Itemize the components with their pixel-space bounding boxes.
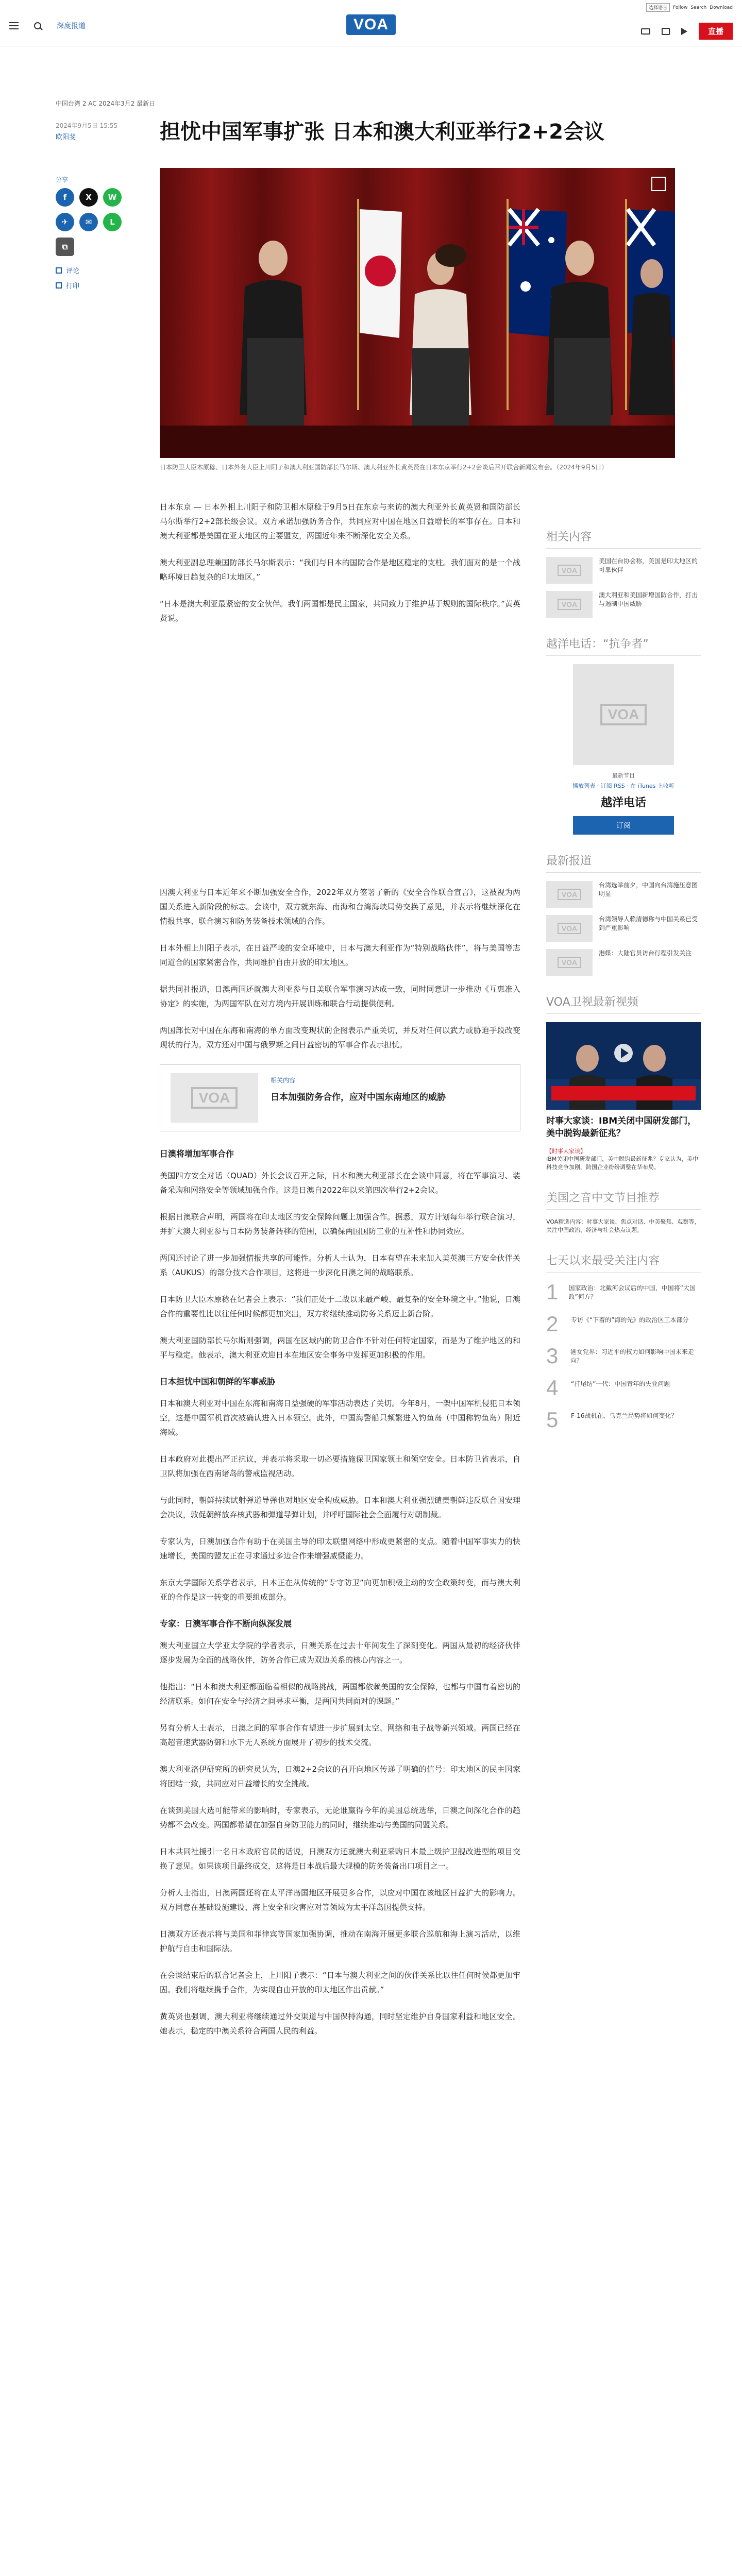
hero-photo[interactable] — [160, 168, 675, 458]
nav-link-in-depth[interactable]: 深度报道 — [57, 22, 86, 30]
comment-icon — [56, 267, 62, 274]
paragraph: 美国四方安全对话（QUAD）外长会议召开之际，日本和澳大利亚部长在会谈中同意，将在军事演习、装备采购和网络安全等领域加强合作。这是日澳自2022年以来第四次举行2+2会议。 — [160, 1171, 520, 1195]
tv-icon[interactable] — [641, 28, 650, 35]
list-item-title: 台湾领导人赖清德称与中国关系已受到严重影响 — [599, 916, 698, 931]
whatsapp-share-button[interactable]: W — [103, 188, 122, 207]
paragraph: 东京大学国际关系学者表示，日本正在从传统的“专守防卫”向更加积极主动的安全政策转变，而与澳大利亚的合作是这一转变的重要组成部分。 — [160, 1578, 520, 1602]
language-select[interactable]: 选择语言 — [646, 3, 670, 12]
sidebar-picks — [546, 1189, 701, 1234]
list-item[interactable] — [546, 949, 701, 976]
share-label: 分享 — [56, 176, 69, 183]
list-item[interactable] — [546, 1377, 701, 1399]
list-item[interactable] — [546, 557, 701, 584]
publish-date: 2024年9月5日 15:55 — [56, 122, 118, 129]
video-thumbnail[interactable] — [546, 1022, 701, 1110]
sidebar-heading: 相关内容 — [546, 528, 701, 549]
paragraph: 日本防卫大臣木原稔在记者会上表示：“我们正处于二战以来最严峻、最复杂的安全环境之中。”他说，日澳合作的重要性比以往任何时候都更加突出，双方将继续推动防务关系迈上新台阶。 — [160, 1295, 520, 1318]
sidebar-latest — [546, 852, 701, 976]
paragraph: 另有分析人士表示，日澳之间的军事合作有望进一步扩展到太空、网络和电子战等新兴领域。两国已经在高超音速武器防御和水下无人系统方面展开了初步的技术交流。 — [160, 1723, 520, 1747]
telegram-share-button[interactable]: ✈ — [56, 213, 74, 231]
related-label: 相关内容 — [271, 1077, 296, 1084]
voa-logo-mark: VOA — [558, 889, 581, 900]
sidebar — [546, 528, 701, 1449]
author-link[interactable]: 欧阳斐 — [56, 133, 76, 141]
video-feature-text: IBM关闭中国研发部门，美中脱钩最新征兆？专家认为，美中科技竞争加剧，跨国企业纷纷调整在华布局。 — [546, 1156, 699, 1171]
top-left-controls — [9, 21, 86, 31]
paragraph: 分析人士指出，日澳两国还将在太平洋岛国地区开展更多合作，以应对中国在该地区日益扩大的影响力。双方同意在基础设施建设、海上安全和灾害应对等领域为太平洋岛国提供支持。 — [160, 1888, 520, 1912]
podcast-cover[interactable] — [573, 664, 674, 765]
paragraph: 专家认为，日澳加强合作有助于在美国主导的印太联盟网络中形成更紧密的支点。随着中国军事实力的快速增长，美国的盟友正在寻求通过多边合作来增强威慑能力。 — [160, 1537, 520, 1561]
paragraph: 日本和澳大利亚对中国在东海和南海日益强硬的军事活动表达了关切。今年8月，一架中国军机侵犯日本领空，这是中国军机首次被确认进入日本领空。此外，中国海警船只频繁进入钓鱼岛（中国称钓鱼岛）附近海域。 — [160, 1399, 520, 1437]
print-link[interactable]: 打印 — [56, 280, 128, 290]
sidebar-video — [546, 993, 701, 1172]
thumbnail — [546, 915, 593, 942]
list-item-title: 国家政治：北戴河会议后的中国，中国将“大国政”何方？ — [568, 1284, 696, 1300]
thumbnail — [546, 949, 593, 976]
podcast-card — [546, 664, 701, 835]
list-item[interactable] — [546, 915, 701, 942]
paragraph: 日本共同社援引一名日本政府官员的话说，日澳双方还就澳大利亚采购日本最上级护卫舰改进型的项目交换了意见。如果该项目最终成交，这将是日本战后最大规模的防务装备出口项目之一。 — [160, 1847, 520, 1871]
paragraph: 日本东京 — 日本外相上川阳子和防卫相木原稔于9月5日在东京与来访的澳大利亚外长黄英贤和国防部长马尔斯举行2+2部长级会议。双方承诺加强防务合作，共同应对中国在地区日益增长的军事存在。日本和澳大利亚都是美国在亚太地区的主要盟友，两国近年来不断深化安全关系。 — [160, 502, 520, 540]
video-still — [546, 1022, 701, 1110]
search-icon[interactable] — [34, 22, 41, 29]
list-item[interactable] — [546, 1345, 701, 1367]
top-bar — [0, 0, 742, 46]
email-share-button[interactable]: ✉ — [79, 213, 98, 231]
sidebar-heading: 七天以来最受关注内容 — [546, 1252, 701, 1273]
related-title[interactable]: 日本加强防务合作，应对中国东南地区的威胁 — [271, 1092, 446, 1103]
podcast-links[interactable]: 播放列表 · 订阅 RSS · 在 iTunes 上收听 — [572, 783, 674, 789]
top-link-follow[interactable]: Follow — [673, 5, 688, 10]
share-aux-links — [56, 265, 128, 290]
top-link-download[interactable]: Download — [710, 5, 733, 10]
press-conference-image — [160, 168, 675, 458]
list-item-title: 专访《“下着的”海的先》的政治区工本部分 — [571, 1316, 689, 1324]
paragraph: 两国部长对中国在东海和南海的单方面改变现状的企图表示严重关切，并反对任何以武力或胁迫手段改变现状的行为。双方还对中国与俄罗斯之间日益密切的军事合作表示担忧。 — [160, 1026, 520, 1049]
sidebar-heading: VOA卫视最新视频 — [546, 993, 701, 1014]
paragraph: 根据日澳联合声明，两国将在印太地区的安全保障问题上加强合作。据悉，双方计划每年举行联合演习，并扩大澳大利亚参与日本防务装备转移的范围，以确保两国国防工业的互补性和协同效应。 — [160, 1212, 520, 1236]
play-icon[interactable] — [681, 28, 687, 35]
list-item-title: “打尾结”一代：中国青年的失业问题 — [571, 1380, 670, 1387]
breadcrumb[interactable]: 中国台湾 2 AC 2024年3月2 最新日 — [56, 100, 156, 107]
video-feature-label: 【时事大家谈】 — [546, 1148, 586, 1155]
podcast-title: 越洋电话 — [600, 796, 646, 809]
top-right-links — [646, 3, 733, 12]
paragraph: 因澳大利亚与日本近年来不断加强安全合作，2022年双方签署了新的《安全合作联合宣言》，这被视为两国关系进入新阶段的标志。会谈中，双方就东海、南海和台湾海峡局势交换了意见，并表示将继续深化在情报共享、联合演习和防务装备技术领域的合作。 — [160, 888, 520, 926]
related-text — [271, 1073, 446, 1123]
menu-icon[interactable] — [9, 22, 19, 29]
paragraph: 在谈到美国大选可能带来的影响时，专家表示，无论谁赢得今年的美国总统选举，日澳之间深化合作的趋势都不会改变。两国都希望在加强自身防卫能力的同时，继续推动与美国的同盟关系。 — [160, 1806, 520, 1829]
paragraph: 日本政府对此提出严正抗议，并表示将采取一切必要措施保卫国家领土和领空安全。日本防卫省表示，自卫队将加强在西南诸岛的警戒监视活动。 — [160, 1454, 520, 1478]
facebook-share-button[interactable]: f — [56, 188, 74, 207]
sidebar-related — [546, 528, 701, 618]
sidebar-podcast — [546, 635, 701, 835]
voa-logo-mark: VOA — [558, 565, 581, 576]
radio-icon[interactable] — [662, 28, 670, 35]
list-item-title: 港女党界：习近平的权力如何影响中国未来走向？ — [570, 1348, 694, 1364]
video-title[interactable]: 时事大家谈：IBM关闭中国研发部门，美中脱钩最新征兆？ — [546, 1116, 697, 1139]
voa-logo-mark: VOA — [558, 957, 581, 968]
paragraph: 澳大利亚国防部长马尔斯则强调，两国在区域内的防卫合作不针对任何特定国家，而是为了维护地区的和平与稳定。他表示，澳大利亚欢迎日本在地区安全事务中发挥更加积极的作用。 — [160, 1336, 520, 1360]
section-heading: 日澳将增加军事合作 — [160, 1149, 234, 1159]
rank-number: 1 — [546, 1280, 559, 1304]
rank-number: 5 — [546, 1408, 559, 1432]
section-heading: 日本担忧中国和朝鲜的军事威胁 — [160, 1377, 276, 1386]
print-icon — [56, 282, 62, 289]
related-thumbnail — [171, 1073, 258, 1123]
list-item-title: 澳大利亚和美国新增国防合作，打击与遏制中国威胁 — [599, 591, 698, 607]
voa-logo[interactable]: VOA — [346, 14, 396, 35]
list-item[interactable] — [546, 881, 701, 908]
sidebar-heading: 美国之音中文节目推荐 — [546, 1189, 701, 1210]
list-item-title: F-16战机在，乌克兰局势将如何变化？ — [571, 1412, 678, 1419]
comment-link[interactable]: 评论 — [56, 265, 128, 275]
sidebar-most-read — [546, 1252, 701, 1431]
picks-text[interactable]: VOA精选内容：时事大家谈、焦点对话、中美聚焦、观察等，关注中国政治、经济与社会热点议题。 — [546, 1218, 700, 1233]
paragraph: 与此同时，朝鲜持续试射弹道导弹也对地区安全构成威胁。日本和澳大利亚强烈谴责朝鲜违反联合国安理会决议，敦促朝鲜放弃核武器和弹道导弹计划，并呼吁国际社会全面履行对朝制裁。 — [160, 1496, 520, 1519]
rank-number: 2 — [546, 1312, 559, 1336]
related-article-box[interactable] — [160, 1064, 520, 1131]
thumbnail — [546, 881, 593, 908]
sidebar-heading: 最新报道 — [546, 852, 701, 873]
subscribe-button[interactable]: 订阅 — [573, 816, 674, 835]
voa-logo-mark: VOA — [600, 704, 647, 725]
podcast-label: 最新节目 — [612, 772, 635, 779]
paragraph: 在会谈结束后的联合记者会上，上川阳子表示：“日本与澳大利亚之间的伙伴关系比以往任何时候都更加牢固。我们将继续携手合作，为实现自由开放的印太地区作出贡献。” — [160, 1971, 520, 1994]
share-panel — [56, 175, 128, 295]
thumbnail — [546, 557, 593, 584]
article-body — [160, 500, 520, 2050]
list-item[interactable] — [546, 1313, 701, 1335]
list-item[interactable] — [546, 1409, 701, 1431]
line-share-button[interactable]: L — [103, 213, 122, 231]
live-button[interactable]: 直播 — [699, 23, 733, 40]
top-link-search[interactable]: Search — [690, 5, 707, 10]
paragraph: 日本外相上川阳子表示，在日益严峻的安全环境中，日本与澳大利亚作为“特别战略伙伴”，将与美国等志同道合的国家紧密合作，共同维护自由开放的印太地区。 — [160, 943, 520, 967]
voa-logo-mark: VOA — [558, 599, 581, 610]
paragraph: 据共同社报道，日澳两国还就澳大利亚参与日美联合军事演习达成一致，同时同意进一步推动《互惠准入协定》的实施，为两国军队在对方境内开展训练和联合行动提供便利。 — [160, 985, 520, 1008]
list-item[interactable] — [546, 591, 701, 618]
x-share-button[interactable]: X — [79, 188, 98, 207]
paragraph: 日澳双方还表示将与美国和菲律宾等国家加强协调，推动在南海开展更多联合巡航和海上演习活动，以维护航行自由和国际法。 — [160, 1929, 520, 1953]
media-controls — [641, 23, 733, 40]
section-heading: 专家：日澳军事合作不断向纵深发展 — [160, 1619, 292, 1629]
photo-caption: 日本防卫大臣木原稔、日本外务大臣上川阳子和澳大利亚国防部长马尔斯、澳大利亚外长黄英贤在日本东京举行2+2会谈后召开联合新闻发布会。（2024年9月5日） — [160, 464, 608, 471]
list-item-title: 美国在台协会称，美国是印太地区的可靠伙伴 — [599, 557, 698, 573]
voa-logo-mark: VOA — [558, 923, 581, 934]
copy-link-button[interactable]: ⧉ — [56, 238, 74, 256]
rank-number: 4 — [546, 1376, 559, 1400]
page-title: 担忧中国军事扩张 日本和澳大利亚举行2+2会议 — [160, 120, 605, 144]
ad-spacer — [160, 638, 520, 885]
paragraph: 他指出：“日本和澳大利亚都面临着相似的战略挑战，两国都依赖美国的安全保障，也都与中国有着密切的经济联系。如何在安全与经济之间寻求平衡，是两国共同面对的课题。” — [160, 1682, 520, 1706]
thumbnail — [546, 591, 593, 618]
voa-logo-mark: VOA — [191, 1087, 238, 1109]
list-item[interactable] — [546, 1281, 701, 1303]
paragraph: 黄英贤也强调，澳大利亚将继续通过外交渠道与中国保持沟通，同时坚定维护自身国家利益和地区安全。她表示，稳定的中澳关系符合两国人民的利益。 — [160, 2012, 520, 2036]
paragraph: “日本是澳大利亚最紧密的安全伙伴。我们两国都是民主国家，共同致力于维护基于规则的国际秩序。”黄英贤说。 — [160, 599, 521, 623]
list-item-title: 港媒：大陆官员访台行程引发关注 — [599, 950, 692, 957]
paragraph: 澳大利亚国立大学亚太学院的学者表示，日澳关系在过去十年间发生了深刻变化。两国从最初的经济伙伴逐步发展为全面的战略伙伴，防务合作已成为双边关系的核心内容之一。 — [160, 1641, 520, 1665]
rank-number: 3 — [546, 1344, 559, 1368]
list-item-title: 台湾选举前夕，中国向台湾施压意图明显 — [599, 882, 698, 897]
sidebar-heading: 越洋电话：“抗争者” — [546, 635, 701, 656]
paragraph: 两国还讨论了进一步加强情报共享的可能性。分析人士认为，日本有望在未来加入美英澳三方安全伙伴关系（AUKUS）的部分技术合作项目，这将进一步深化日澳之间的战略联系。 — [160, 1253, 520, 1277]
paragraph: 澳大利亚副总理兼国防部长马尔斯表示：“我们与日本的国防合作是地区稳定的支柱。我们面对的是一个战略环境日趋复杂的印太地区。” — [160, 558, 520, 582]
share-buttons — [56, 188, 128, 256]
paragraph: 澳大利亚洛伊研究所的研究员认为，日澳2+2会议的召开向地区传递了明确的信号：印太地区的民主国家将团结一致，共同应对日益增长的安全挑战。 — [160, 1765, 520, 1788]
